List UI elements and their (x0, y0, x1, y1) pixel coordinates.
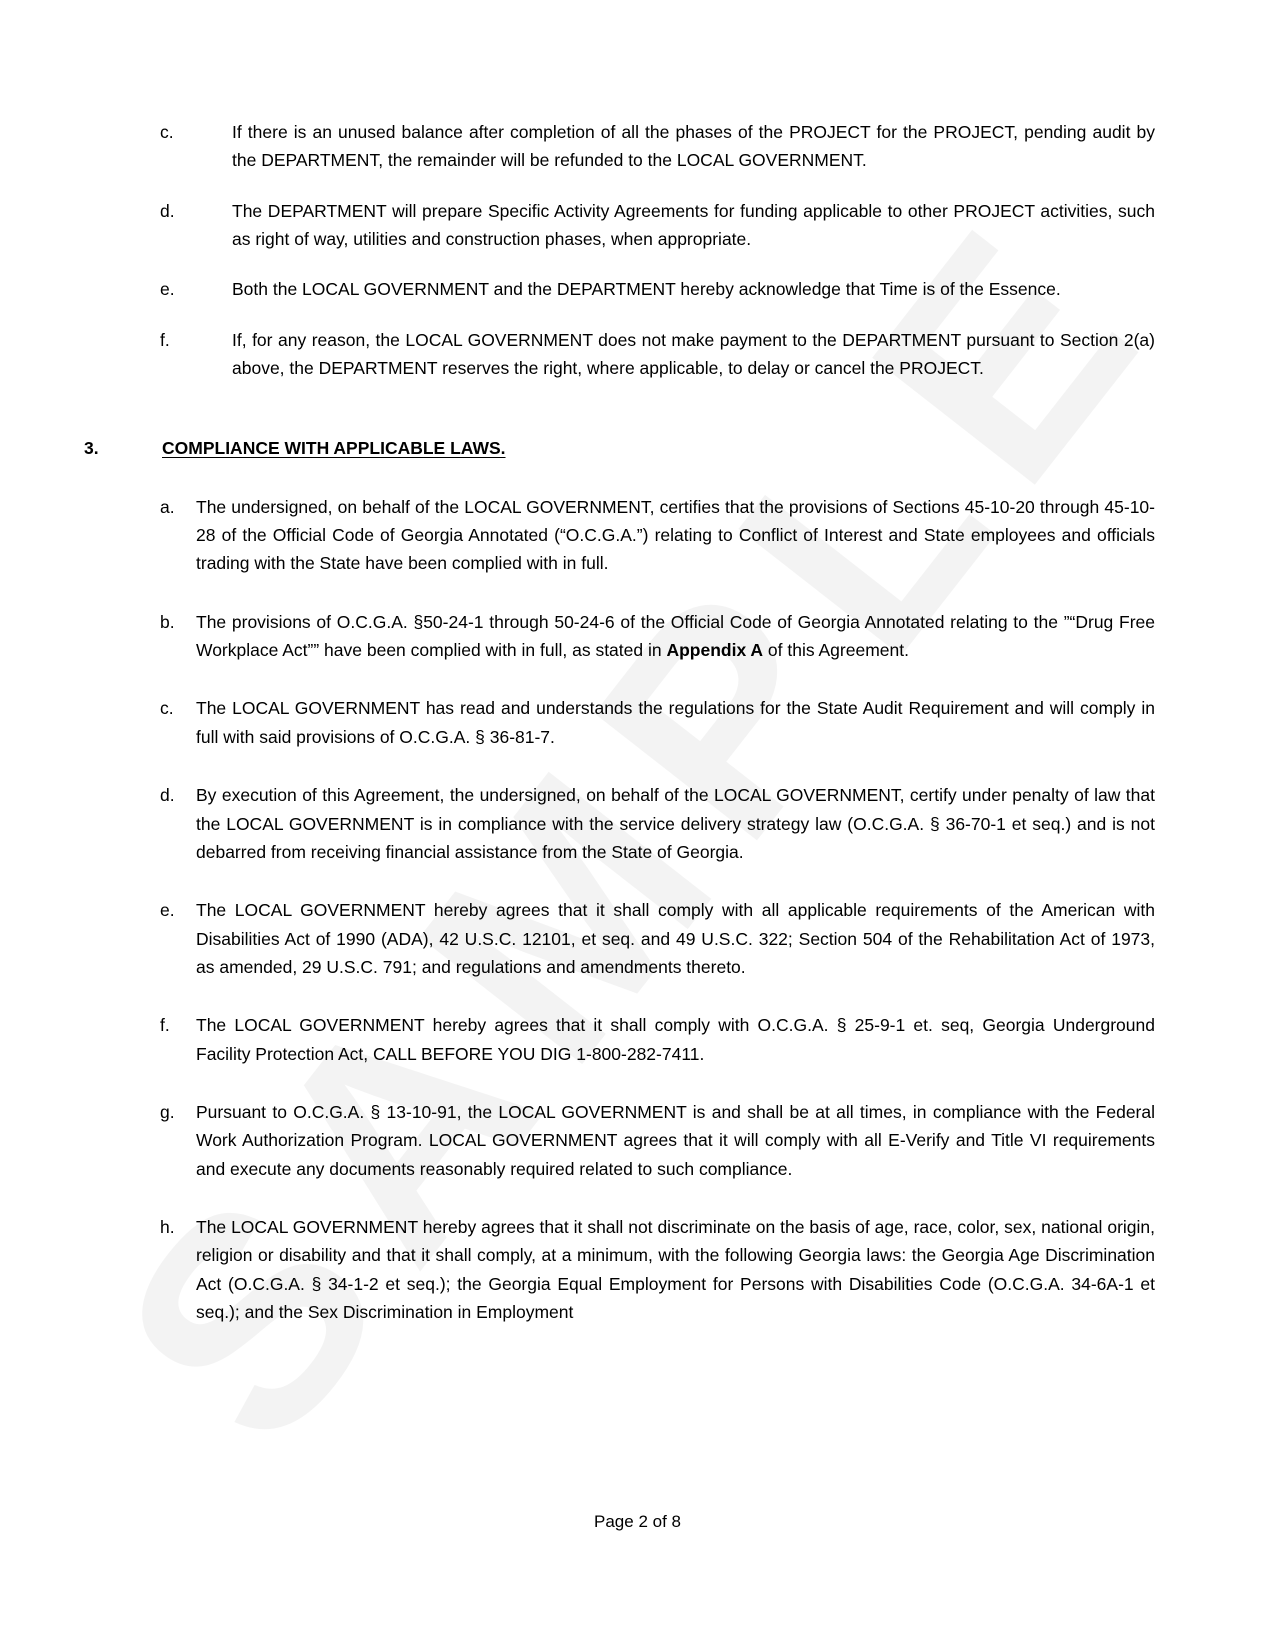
list-item-marker: d. (160, 200, 175, 221)
appendix-reference: Appendix A (666, 640, 764, 661)
list-item-marker: b. (160, 611, 175, 632)
list-item (84, 896, 1155, 981)
list-item (84, 493, 1155, 578)
list-item-marker: c. (160, 122, 174, 142)
list-item-text: Both the LOCAL GOVERNMENT and the DEPARTMENT hereby acknowledge that Time is of the Essence. (232, 279, 1061, 300)
section-number: 3. (84, 438, 99, 459)
list-item (84, 781, 1155, 866)
continued-list (84, 118, 1155, 382)
list-item-text: The undersigned, on behalf of the LOCAL GOVERNMENT, certifies that the provisions of Sections 45-10-20 through 45-10-28 of the Official Code of Georgia Annotated (“O.C.G.A.”) relating to Conflict of Interest and State employees and officials trading with the State have been complied with in full. (196, 496, 1155, 574)
list-item (84, 197, 1155, 254)
page-footer: Page 2 of 8 (594, 1512, 681, 1531)
list-item-text-tail: of this Agreement. (763, 640, 909, 661)
list-item-text (196, 608, 1155, 665)
section-3-list (84, 493, 1155, 1327)
list-item-text: The LOCAL GOVERNMENT hereby agrees that it shall comply with O.C.G.A. § 25-9-1 et. seq, Georgia Underground Facility Protection Act, CALL BEFORE YOU DIG 1-800-282-7411. (196, 1015, 1155, 1064)
list-item-text: If there is an unused balance after completion of all the phases of the PROJECT for the PROJECT, pending audit by the DEPARTMENT, the remainder will be refunded to the LOCAL GOVERNMENT. (232, 122, 1155, 171)
list-item-text: By execution of this Agreement, the undersigned, on behalf of the LOCAL GOVERNMENT, certify under penalty of law that the LOCAL GOVERNMENT is in compliance with the service delivery strategy law (O.C.G.A. § 36-70-1 et seq.) and is not debarred from receiving financial assistance from the State of Georgia. (196, 785, 1155, 862)
list-item (84, 1011, 1155, 1068)
list-item-text: If, for any reason, the LOCAL GOVERNMENT does not make payment to the DEPARTMENT pursuant to Section 2(a) above, the DEPARTMENT reserves the right, where applicable, to delay or cancel the PROJECT. (232, 329, 1155, 379)
list-item (84, 694, 1155, 751)
list-item-marker: f. (160, 329, 170, 350)
list-item (84, 608, 1155, 665)
list-item-text: The DEPARTMENT will prepare Specific Activity Agreements for funding applicable to other PROJECT activities, such as right of way, utilities and construction phases, when appropriate. (232, 200, 1155, 250)
list-item (84, 275, 1155, 303)
list-item-text: The LOCAL GOVERNMENT has read and understands the regulations for the State Audit Requirement and will comply in full with said provisions of O.C.G.A. § 36-81-7. (196, 698, 1155, 747)
list-item-marker: h. (160, 1216, 175, 1237)
list-item-marker: d. (160, 785, 175, 806)
section-heading (84, 404, 1155, 462)
list-item-marker: f. (160, 1015, 170, 1036)
list-item-text-lead: The provisions of O.C.G.A. §50-24-1 through 50-24-6 of the Official Code of Georgia Annotated relating to the ”“Drug Free Workplace Act”” have been complied with in full, as stated in (196, 611, 1155, 661)
list-item-text: Pursuant to O.C.G.A. § 13-10-91, the LOCAL GOVERNMENT is and shall be at all times, in compliance with the Federal Work Authorization Program. LOCAL GOVERNMENT agrees that it will comply with all E-Verify and Title VI requirements and execute any documents reasonably required related to such compliance. (196, 1101, 1155, 1179)
list-item-text: The LOCAL GOVERNMENT hereby agrees that it shall comply with all applicable requirements of the American with Disabilities Act of 1990 (ADA), 42 U.S.C. 12101, et seq. and 49 U.S.C. 322; Section 504 of the Rehabilitation Act of 1973, as amended, 29 U.S.C. 791; and regulations and amendments thereto. (196, 900, 1155, 977)
list-item (84, 1098, 1155, 1183)
list-item (84, 326, 1155, 383)
section-title: COMPLIANCE WITH APPLICABLE LAWS. (162, 438, 506, 459)
list-item (84, 118, 1155, 175)
list-item-marker: g. (160, 1101, 175, 1122)
list-item-text: The LOCAL GOVERNMENT hereby agrees that it shall not discriminate on the basis of age, race, color, sex, national origin, religion or disability and that it shall comply, at a minimum, with the following Georgia laws: the Georgia Age Discrimination Act (O.C.G.A. § 34-1-2 et seq.); the Georgia Equal Employment for Persons with Disabilities Code (O.C.G.A. 34-6A-1 et seq.); and the Sex Discrimination in Employment (196, 1216, 1155, 1322)
list-item-marker: e. (160, 900, 175, 921)
list-item (84, 1213, 1155, 1326)
list-item-marker: c. (160, 698, 174, 719)
list-item-marker: a. (160, 496, 175, 517)
list-item-marker: e. (160, 279, 175, 300)
